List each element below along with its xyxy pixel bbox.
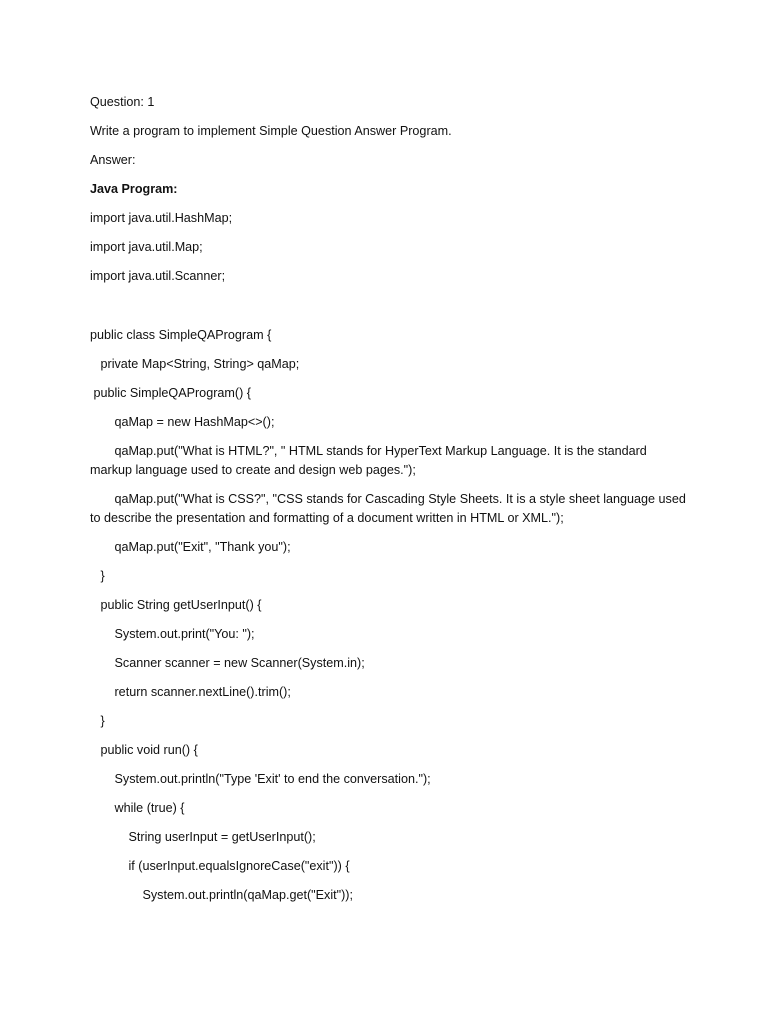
- code-line-put-html-2: markup language used to create and design web pages.");: [90, 463, 416, 477]
- code-line-put-css-2: to describe the presentation and formatting of a document written in HTML or XML.");: [90, 511, 564, 525]
- code-line-import-hashmap: import java.util.HashMap;: [90, 211, 233, 225]
- code-line-ctor-decl: public SimpleQAProgram() {: [90, 386, 251, 400]
- code-line-run-decl: public void run() {: [90, 743, 198, 757]
- code-line-userinput: String userInput = getUserInput();: [90, 830, 316, 844]
- code-line-put-exit: qaMap.put("Exit", "Thank you");: [90, 540, 291, 554]
- question-prompt: Write a program to implement Simple Question Answer Program.: [90, 124, 452, 138]
- code-line-getinput-decl: public String getUserInput() {: [90, 598, 262, 612]
- code-line-print-you: System.out.print("You: ");: [90, 627, 255, 641]
- code-line-import-map: import java.util.Map;: [90, 240, 203, 254]
- code-line-while: while (true) {: [90, 801, 185, 815]
- code-line-println-exit: System.out.println(qaMap.get("Exit"));: [90, 888, 353, 902]
- code-line-if: if (userInput.equalsIgnoreCase("exit")) {: [90, 859, 350, 873]
- code-line-put-html-1: qaMap.put("What is HTML?", " HTML stands for HyperText Markup Language. It is the standard: [90, 444, 647, 458]
- code-line-return: return scanner.nextLine().trim();: [90, 685, 291, 699]
- answer-label: Answer:: [90, 153, 136, 167]
- code-line-import-scanner: import java.util.Scanner;: [90, 269, 226, 283]
- code-line-close-ctor: }: [90, 569, 105, 583]
- code-line-put-css-1: qaMap.put("What is CSS?", "CSS stands for Cascading Style Sheets. It is a style sheet language used: [90, 492, 686, 506]
- code-line-field-decl: private Map<String, String> qaMap;: [90, 357, 300, 371]
- code-line-println-type: System.out.println("Type 'Exit' to end the conversation.");: [90, 772, 431, 786]
- code-line-ctor-init: qaMap = new HashMap<>();: [90, 415, 275, 429]
- code-line-scanner: Scanner scanner = new Scanner(System.in);: [90, 656, 365, 670]
- code-line-close-getinput: }: [90, 714, 105, 728]
- question-label: Question: 1: [90, 95, 155, 109]
- section-heading: Java Program:: [90, 182, 178, 196]
- document-page: [90, 0, 690, 1024]
- code-line-class-decl: public class SimpleQAProgram {: [90, 328, 272, 342]
